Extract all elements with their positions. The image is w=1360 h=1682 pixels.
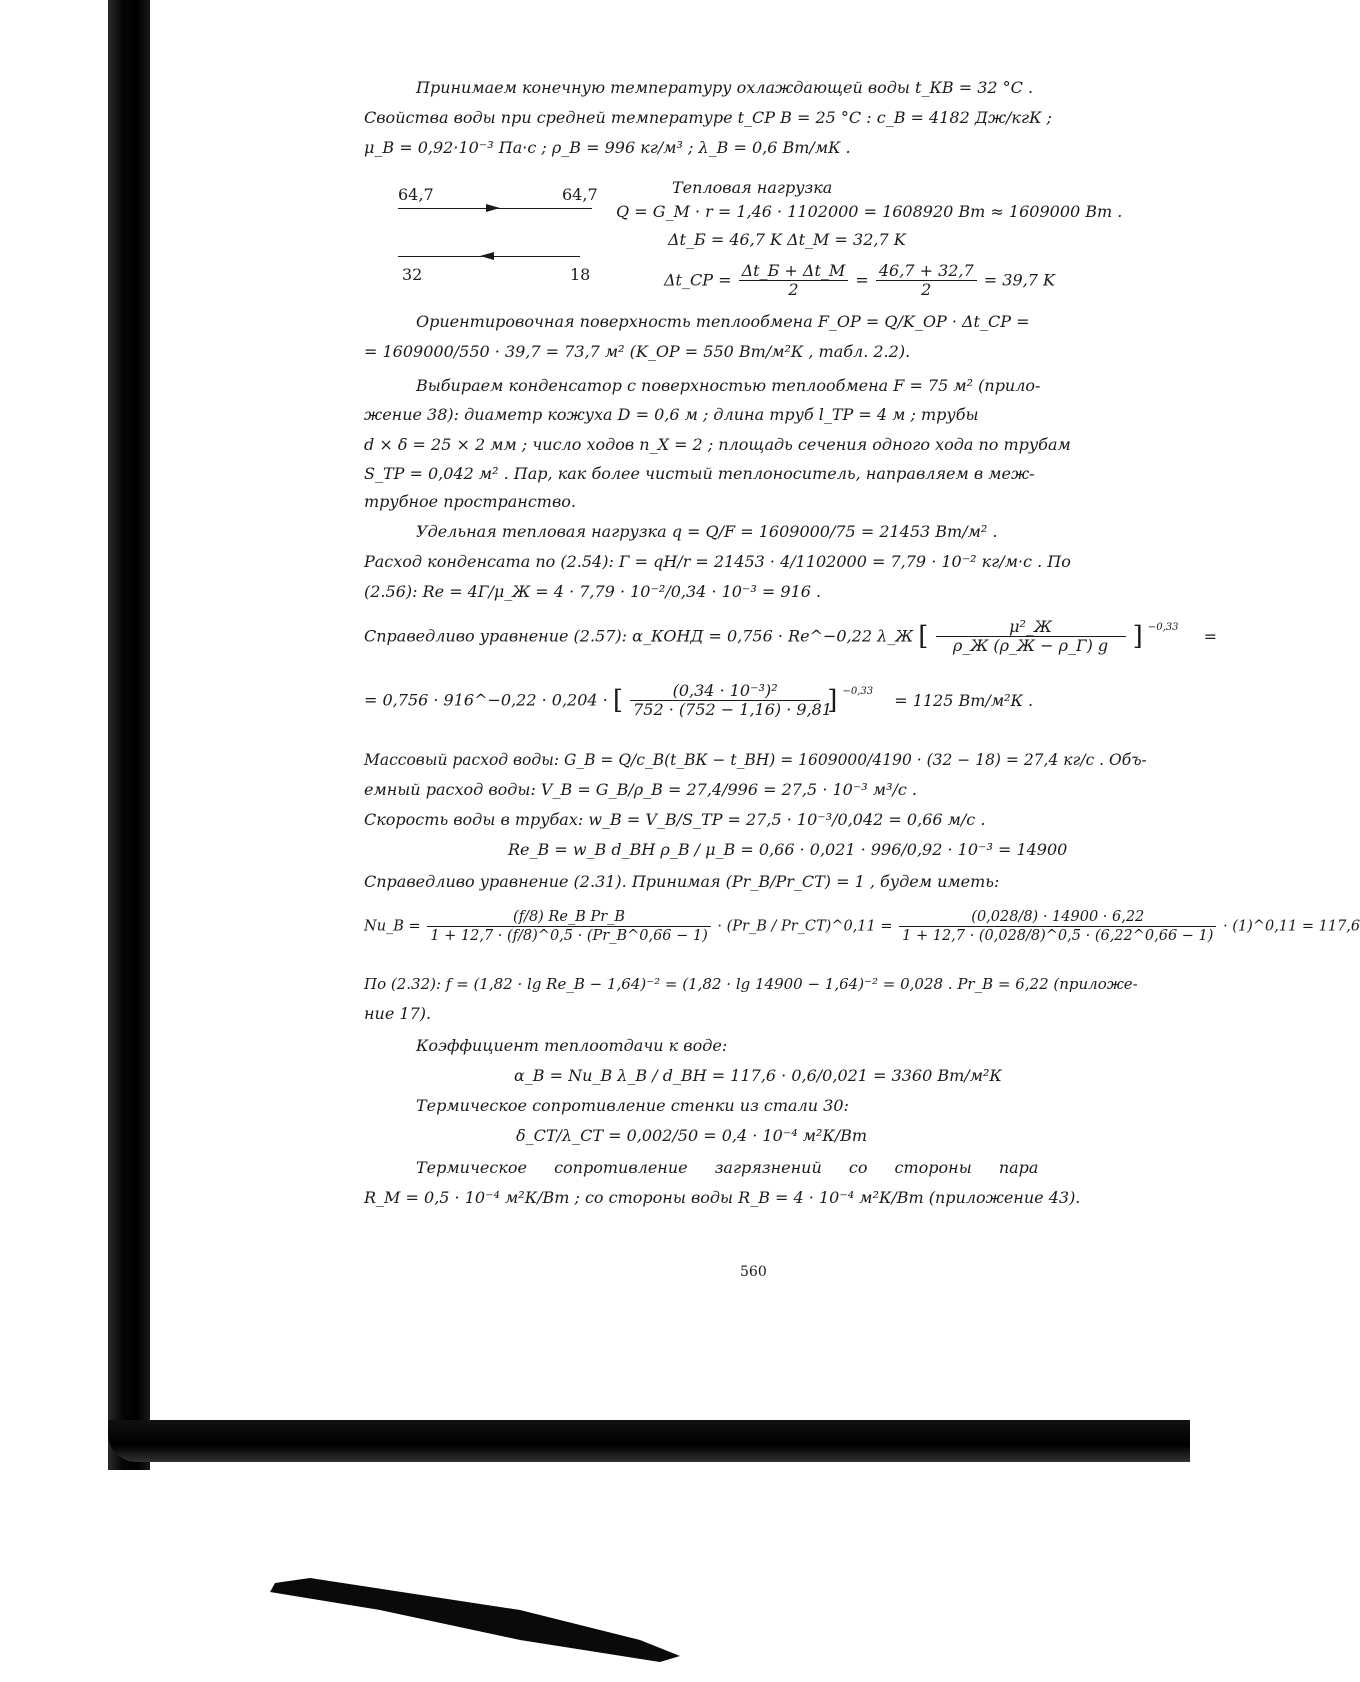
eq-part: Nu_В =: [364, 918, 421, 935]
text-line: Свойства воды при средней температуре t_СР В = 25 °С : c_В = 4182 Дж/кгК ;: [364, 108, 1052, 127]
arrow-right-icon: [486, 203, 500, 213]
text-line: жение 38): диаметр кожуха D = 0,6 м ; длина труб l_ТР = 4 м ; трубы: [364, 405, 979, 424]
eq-part: · (1)^0,11 = 117,6: [1223, 918, 1360, 935]
text-line: Ориентировочная поверхность теплообмена F_ОР = Q/K_ОР · Δt_СР =: [416, 312, 1030, 331]
bracket: ]: [1132, 621, 1143, 652]
text-line: = 1609000/550 · 39,7 = 73,7 м² (K_ОР = 550 Вт/м²К , табл. 2.2).: [364, 342, 911, 361]
bracket: [: [918, 621, 929, 652]
fraction: [936, 618, 1126, 655]
eq-part: Δt_СР =: [664, 270, 732, 290]
numerator: μ²_Ж: [936, 618, 1126, 637]
denominator: 1 + 12,7 · (f/8)^0,5 · (Pr_В^0,66 − 1): [430, 928, 708, 944]
arrow-left-icon: [480, 251, 494, 261]
text-line: Скорость воды в трубах: w_В = V_В/S_ТР = 27,5 · 10⁻³/0,042 = 0,66 м/с .: [364, 810, 986, 829]
denominator: 1 + 12,7 · (0,028/8)^0,5 · (6,22^0,66 − 1): [902, 928, 1214, 944]
text-line: (2.56): Re = 4Г/μ_Ж = 4 · 7,79 · 10⁻²/0,34 · 10⁻³ = 916 .: [364, 582, 822, 601]
text-line: ние 17).: [364, 1004, 432, 1023]
bracket: ]: [827, 685, 838, 716]
eq-part: Справедливо уравнение (2.57): α_КОНД = 0,756 · Re^−0,22 λ_Ж: [364, 626, 914, 646]
text-line: Принимаем конечную температуру охлаждающей воды t_КВ = 32 °С .: [416, 78, 1034, 97]
fraction: [739, 262, 849, 299]
diagram-bottom-left: 32: [402, 265, 423, 284]
equation-2-57: [364, 618, 1217, 655]
fraction: [899, 908, 1216, 945]
fraction: [630, 681, 833, 719]
section-title: Термическое сопротивление стенки из стали 30:: [416, 1096, 849, 1115]
diagram-top-right: 64,7: [562, 185, 598, 204]
text-line: R_М = 0,5 · 10⁻⁴ м²К/Вт ; со стороны воды R_В = 4 · 10⁻⁴ м²К/Вт (приложение 43).: [364, 1188, 1081, 1207]
fraction: [427, 908, 710, 945]
equation: Re_В = w_В d_ВН ρ_В / μ_В = 0,66 · 0,021 · 996/0,92 · 10⁻³ = 14900: [508, 840, 1068, 859]
text-line: Удельная тепловая нагрузка q = Q/F = 1609000/75 = 21453 Вт/м² .: [416, 522, 998, 541]
text-line: d × δ = 25 × 2 мм ; число ходов n_Х = 2 ; площадь сечения одного хода по трубам: [364, 435, 1071, 454]
text-line: Выбираем конденсатор с поверхностью теплообмена F = 75 м² (прило-: [416, 376, 1041, 395]
bracket: [: [612, 685, 624, 716]
equation: Δt_Б = 46,7 K Δt_М = 32,7 K: [668, 230, 906, 249]
numerator: (0,028/8) · 14900 · 6,22: [899, 908, 1216, 927]
denominator: 2: [788, 280, 799, 299]
text-line: S_ТР = 0,042 м² . Пар, как более чистый теплоноситель, направляем в меж-: [364, 464, 1035, 483]
text-line: Справедливо уравнение (2.31). Принимая (Pr_В/Pr_СТ) = 1 , будем иметь:: [364, 872, 1000, 891]
numerator: (0,34 · 10⁻³)²: [630, 682, 820, 701]
equation-2-57-values: [364, 682, 1033, 719]
eq-part: · (Pr_В / Pr_СТ)^0,11 =: [717, 918, 893, 935]
numerator: Δt_Б + Δt_М: [739, 262, 849, 281]
denominator: 752 · (752 − 1,16) · 9,81: [633, 700, 833, 719]
text-line: Массовый расход воды: G_В = Q/c_В(t_ВК − t_ВН) = 1609000/4190 · (32 − 18) = 27,4 кг/с . Объ-: [364, 751, 1147, 769]
numerator: (f/8) Re_В Pr_В: [427, 908, 710, 927]
page-number: 560: [740, 1264, 767, 1280]
equation: δ_СТ/λ_СТ = 0,002/50 = 0,4 · 10⁻⁴ м²К/Вт: [516, 1126, 868, 1145]
text-line: По (2.32): f = (1,82 · lg Re_В − 1,64)⁻² = (1,82 · lg 14900 − 1,64)⁻² = 0,028 . Pr_В = 6,22 (приложе-: [364, 975, 1138, 993]
eq-part: = 39,7 K: [983, 270, 1055, 290]
equation: α_В = Nu_В λ_В / d_ВН = 117,6 · 0,6/0,021 = 3360 Вт/м²К: [514, 1066, 1002, 1085]
equation-dtcp: [664, 262, 1055, 299]
text-line: Термическое сопротивление загрязнений со стороны пара: [416, 1158, 1039, 1177]
equation-nusselt: [364, 908, 1360, 945]
scan-shadow-left: [108, 0, 150, 1470]
exponent: −0,33: [1147, 622, 1179, 633]
numerator: 46,7 + 32,7: [876, 262, 977, 281]
eq-part: = 1125 Вт/м²К .: [894, 690, 1034, 710]
diagram-top-left: 64,7: [398, 185, 434, 204]
diagram-bottom-right: 18: [570, 265, 591, 284]
scan-shadow-bottom: [108, 1420, 1190, 1462]
text-line: трубное пространство.: [364, 492, 576, 511]
section-title: Тепловая нагрузка: [672, 178, 833, 197]
text-line: емный расход воды: V_В = G_В/ρ_В = 27,4/996 = 27,5 · 10⁻³ м³/с .: [364, 780, 917, 799]
eq-part: = 0,756 · 916^−0,22 · 0,204 ·: [364, 690, 608, 710]
exponent: −0,33: [842, 686, 874, 697]
fraction: [876, 262, 977, 299]
eq-part: =: [1203, 626, 1218, 646]
denominator: 2: [921, 280, 932, 299]
text-line: μ_В = 0,92·10⁻³ Па·с ; ρ_В = 996 кг/м³ ; λ_В = 0,6 Вт/мК .: [364, 138, 851, 157]
section-title: Коэффициент теплоотдачи к воде:: [416, 1036, 728, 1055]
eq-part: =: [855, 270, 869, 290]
denominator: ρ_Ж (ρ_Ж − ρ_Г) g: [952, 636, 1109, 655]
equation: Q = G_М · r = 1,46 · 1102000 = 1608920 Вт ≈ 1609000 Вт .: [616, 202, 1123, 221]
text-line: Расход конденсата по (2.54): Г = qH/r = 21453 · 4/1102000 = 7,79 · 10⁻² кг/м·с . По: [364, 552, 1071, 571]
